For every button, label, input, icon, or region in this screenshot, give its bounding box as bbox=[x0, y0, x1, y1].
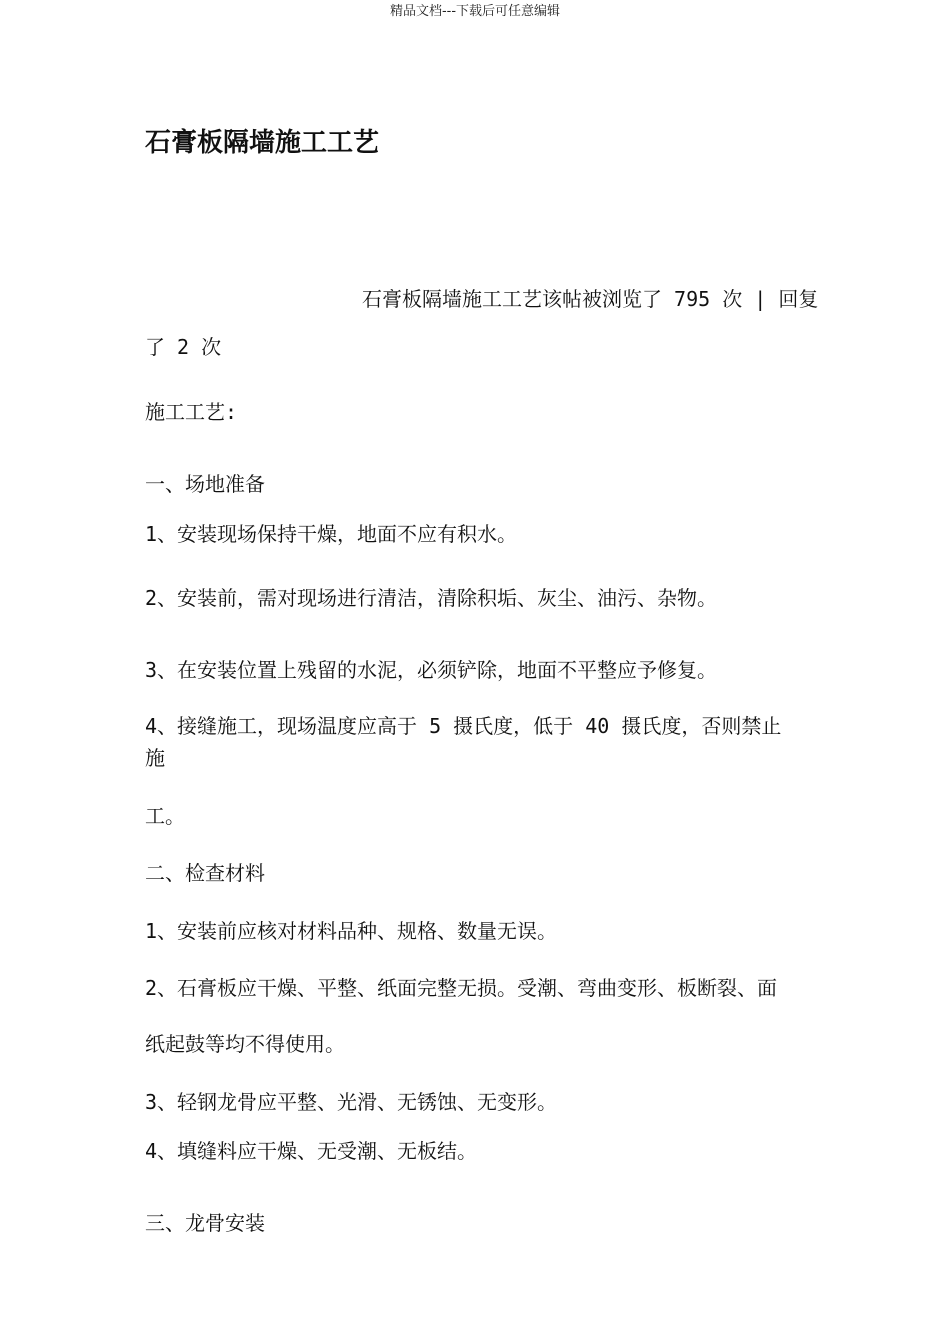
paragraph-line: 2、石膏板应干燥、平整、纸面完整无损。受潮、弯曲变形、板断裂、面 bbox=[145, 976, 778, 1000]
document-title: 石膏板隔墙施工工艺 bbox=[145, 128, 380, 158]
view-count-line: 石膏板隔墙施工工艺该帖被浏览了 795 次 | 回复 bbox=[362, 287, 819, 311]
section-heading-3: 三、龙骨安装 bbox=[145, 1211, 265, 1235]
paragraph-line: 3、在安装位置上残留的水泥，必须铲除，地面不平整应予修复。 bbox=[145, 658, 718, 682]
paragraph-line: 工。 bbox=[145, 804, 185, 828]
paragraph-line: 施 bbox=[145, 746, 165, 770]
section-intro: 施工工艺: bbox=[145, 400, 238, 424]
paragraph-line: 2、安装前，需对现场进行清洁，清除积垢、灰尘、油污、杂物。 bbox=[145, 586, 718, 610]
paragraph-line: 4、接缝施工，现场温度应高于 5 摄氏度，低于 40 摄氏度，否则禁止 bbox=[145, 714, 782, 738]
section-heading-2: 二、检查材料 bbox=[145, 861, 265, 885]
section-heading-1: 一、场地准备 bbox=[145, 472, 265, 496]
header-note: 精品文档---下载后可任意编辑 bbox=[389, 4, 561, 19]
paragraph-line: 4、填缝料应干燥、无受潮、无板结。 bbox=[145, 1139, 478, 1163]
paragraph-line: 3、轻钢龙骨应平整、光滑、无锈蚀、无变形。 bbox=[145, 1090, 558, 1114]
paragraph-line: 1、安装现场保持干燥，地面不应有积水。 bbox=[145, 522, 518, 546]
paragraph-line: 纸起鼓等均不得使用。 bbox=[145, 1032, 345, 1056]
reply-count-line: 了 2 次 bbox=[145, 335, 222, 359]
paragraph-line: 1、安装前应核对材料品种、规格、数量无误。 bbox=[145, 919, 558, 943]
